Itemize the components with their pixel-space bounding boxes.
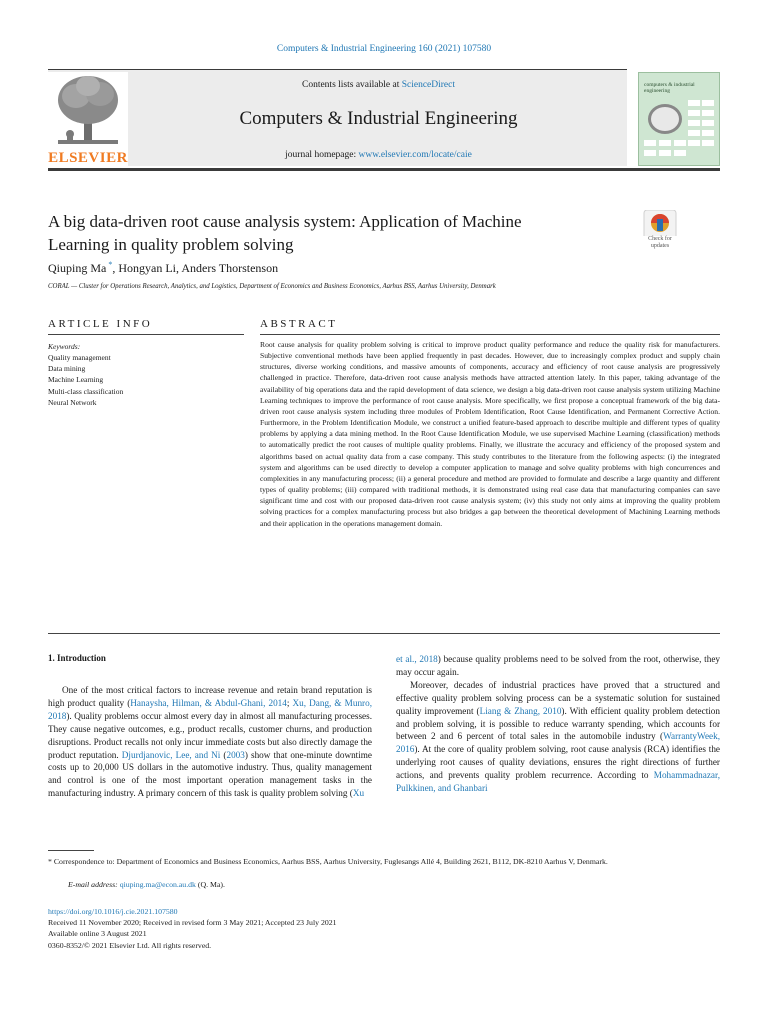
keyword-item: Data mining [48,364,86,374]
text-run: ) because quality problems need to be solved from the root, otherwise, they may occur again. [396,654,720,677]
text-run: ). With efficient quality problem detection and problem solving, it is possible to reduce warranty spending, which accounts for between 2 and 6 percent of total sales in the automobile industry ( [396,705,720,742]
citation-link[interactable]: Liang & Zhang, 2010 [479,705,562,716]
header-bottom-rule [48,168,720,171]
citation-link[interactable]: WarrantyWeek, 2016 [396,731,720,755]
tree-icon [48,72,128,150]
abstract-bottom-rule [48,633,720,634]
keywords-label: Keywords: [48,342,81,351]
citation-link[interactable]: Mohammadnazar, Pulkkinen, and Ghanbari [396,770,720,794]
text-run: ( [220,749,227,760]
other-authors: , Hongyan Li, Anders Thorstenson [112,261,279,275]
author-name: Qiuping Ma [48,261,107,275]
paper-title-line-2: Learning in quality problem solving [48,235,294,254]
keyword-item: Quality management [48,353,111,362]
body-column-right [396,653,720,795]
citation-link[interactable]: Djurdjanovic, Lee, and Ni [121,749,221,760]
journal-homepage-link[interactable]: www.elsevier.com/locate/caie [358,150,472,160]
paper-title-line-1: A big data-driven root cause analysis system: Application of Machine [48,212,522,231]
citation-link[interactable]: Hanaysha, Hilman, & Abdul-Ghani, 2014 [130,697,287,708]
journal-title: Computers & Industrial Engineering [239,108,518,129]
citation-link[interactable]: et al., 2018 [396,654,438,664]
homepage-prefix: journal homepage: [285,150,359,160]
contents-prefix: Contents lists available at [301,80,402,90]
citation-link[interactable]: 2003 [226,749,245,760]
body-column-left [48,684,372,800]
cover-grid-lower-icon [644,140,688,160]
email-label: E-mail address: [68,880,120,889]
intro-paragraph-continued [396,653,720,679]
introduction-heading: 1. Introduction [48,653,106,663]
intro-paragraph [396,679,720,795]
corresponding-author-mark[interactable]: * [106,260,113,269]
article-info-heading: ARTICLE INFO [48,318,153,330]
received-dates: Received 11 November 2020; Received in revised form 3 May 2021; Accepted 23 July 2021 [48,918,337,928]
keyword-item: Multi-class classification [48,386,124,396]
keywords-list [48,352,123,408]
crossmark-label-line-1: Check for [648,236,672,242]
doi-link[interactable]: https://doi.org/10.1016/j.cie.2021.107580 [48,907,178,916]
author-list [48,260,648,276]
author-affiliation: CORAL — Cluster for Operations Research, Analytics, and Logistics, Department of Economics and Business Economics, Aarhus BSS, Aarhus University, Denmark [48,283,496,290]
text-run: ). Quality problems occur almost every day in almost all manufacturing processes. They cause negative outcomes, e.g., product recalls, customer churns, and production disruptions. Product recalls not only incur immediate costs but also directly damage the product reputation. [48,710,372,760]
text-run: Moreover, decades of industrial practices have proved that a structured and effective quality problem solving process can be a systematic solution for sustained quality improvement ( [396,679,720,716]
keyword-item: Neural Network [48,397,97,407]
text-run: ) show that one-minute downtime costs up to 20,000 US dollars in the automotive industry. Thus, quality management and control is one of the most important operation management tasks in the manufacturing industry. A primary concern of this task is quality problem solving ( [48,749,373,799]
article-info-rule [48,334,244,335]
citation-link[interactable]: Xu [352,788,365,799]
cover-grid-icon [688,100,716,158]
text-run: ). At the core of quality problem solving, root cause analysis (RCA) identifies the underlying root causes of quality deviations, ensures the right directions of further actions, and prevents quality problem recurrence. According to [396,744,720,781]
citation-link[interactable]: Xu, Dang, & Munro, 2018 [48,697,372,721]
available-online-date: Available online 3 August 2021 [48,929,147,939]
keyword-item: Machine Learning [48,375,104,385]
cover-emblem-icon [648,104,682,134]
journal-reference-link[interactable]: Computers & Industrial Engineering 160 (2021) 107580 [276,44,492,54]
intro-paragraph [48,684,372,800]
abstract-text: Root cause analysis for quality problem solving is critical to improve product quality performance and reduce the quality risk for manufacturers. Subjective conventional methods have been applied frequently in past decades. However, due to increasingly complex product and supply chain structures, diverse working conditions, and massive amounts of components, accuracy and efficiency of root cause analysis are progressively challenged in practice. Therefore, data-driven root cause analysis methods have attracted attention lately. In this paper, taking advantage of the availability of big operations data and the rapid development of data science, we design a big data-driven root cause analysis system utilizing Machine Learning techniques to improve the performance of root cause analysis. More specifically, we first propose a conceptual framework of the big data-driven root cause analysis system including three modules of Problem Identification, Root Cause Identification, and Permanent Corrective Action. Furthermore, in the Problem Identification Module, we construct a unified feature-based approach to describe multiple and different types of quality problems by applying a data mining method. In the Root Cause Identification Module, we use supervised Machine Learning (classification) methods to automatically predict the root causes of multiple quality problems. Finally, we illustrate the accuracy and efficiency of the proposed system and algorithms based on actual quality data from a case company. This study contributes to the literature from the following aspects: (i) the integrated system and algorithms can be used directly to develop a computer application to manage and solve quality problems with high concurrences and complexities in any manufacturing process; (ii) a general procedure and method are provided to formulate and describe a large quantity and different types of quality problems; (iii) compared with traditional methods, it is demonstrated using real case data that manufacturing companies can save significant time and cost with our proposed data-driven root cause analysis system; (iv) this study not only aims at improving the quality problem solving practices for a complex manufacturing process but also bridges a gap between the theoretical development of Machining Learning methods and their application in the operations management domain. [260,340,720,528]
footnote-rule [48,850,94,851]
email-link[interactable]: qiuping.ma@econ.au.dk [119,880,196,889]
journal-homepage-line [130,150,627,160]
abstract-rule [260,334,720,335]
sciencedirect-link[interactable]: ScienceDirect [401,80,455,90]
email-suffix: (Q. Ma). [195,880,225,889]
correspondence-footnote: * Correspondence to: Department of Economics and Business Economics, Aarhus BSS, Aarhus University, Fuglesangs Allé 4, Building 2621, B112, DK-8210 Aarhus V, Denmark. [48,857,608,866]
crossmark-label-line-2: updates [650,243,670,249]
text-run: One of the most critical factors to increase revenue and retain brand reputation is high product quality ( [48,685,372,708]
email-footnote [68,880,225,889]
elsevier-wordmark: ELSEVIER [48,150,128,166]
publication-details [48,906,337,951]
contents-available-line [130,80,627,90]
cover-title-text: computers & industrial engineering [644,82,695,94]
crossmark-icon [642,210,678,236]
crossmark-label [640,236,680,250]
paper-title [48,210,608,256]
copyright-notice: 0360-8352/© 2021 Elsevier Ltd. All rights reserved. [48,940,212,950]
abstract-heading: ABSTRACT [260,318,338,330]
text-run: ; [286,697,293,708]
